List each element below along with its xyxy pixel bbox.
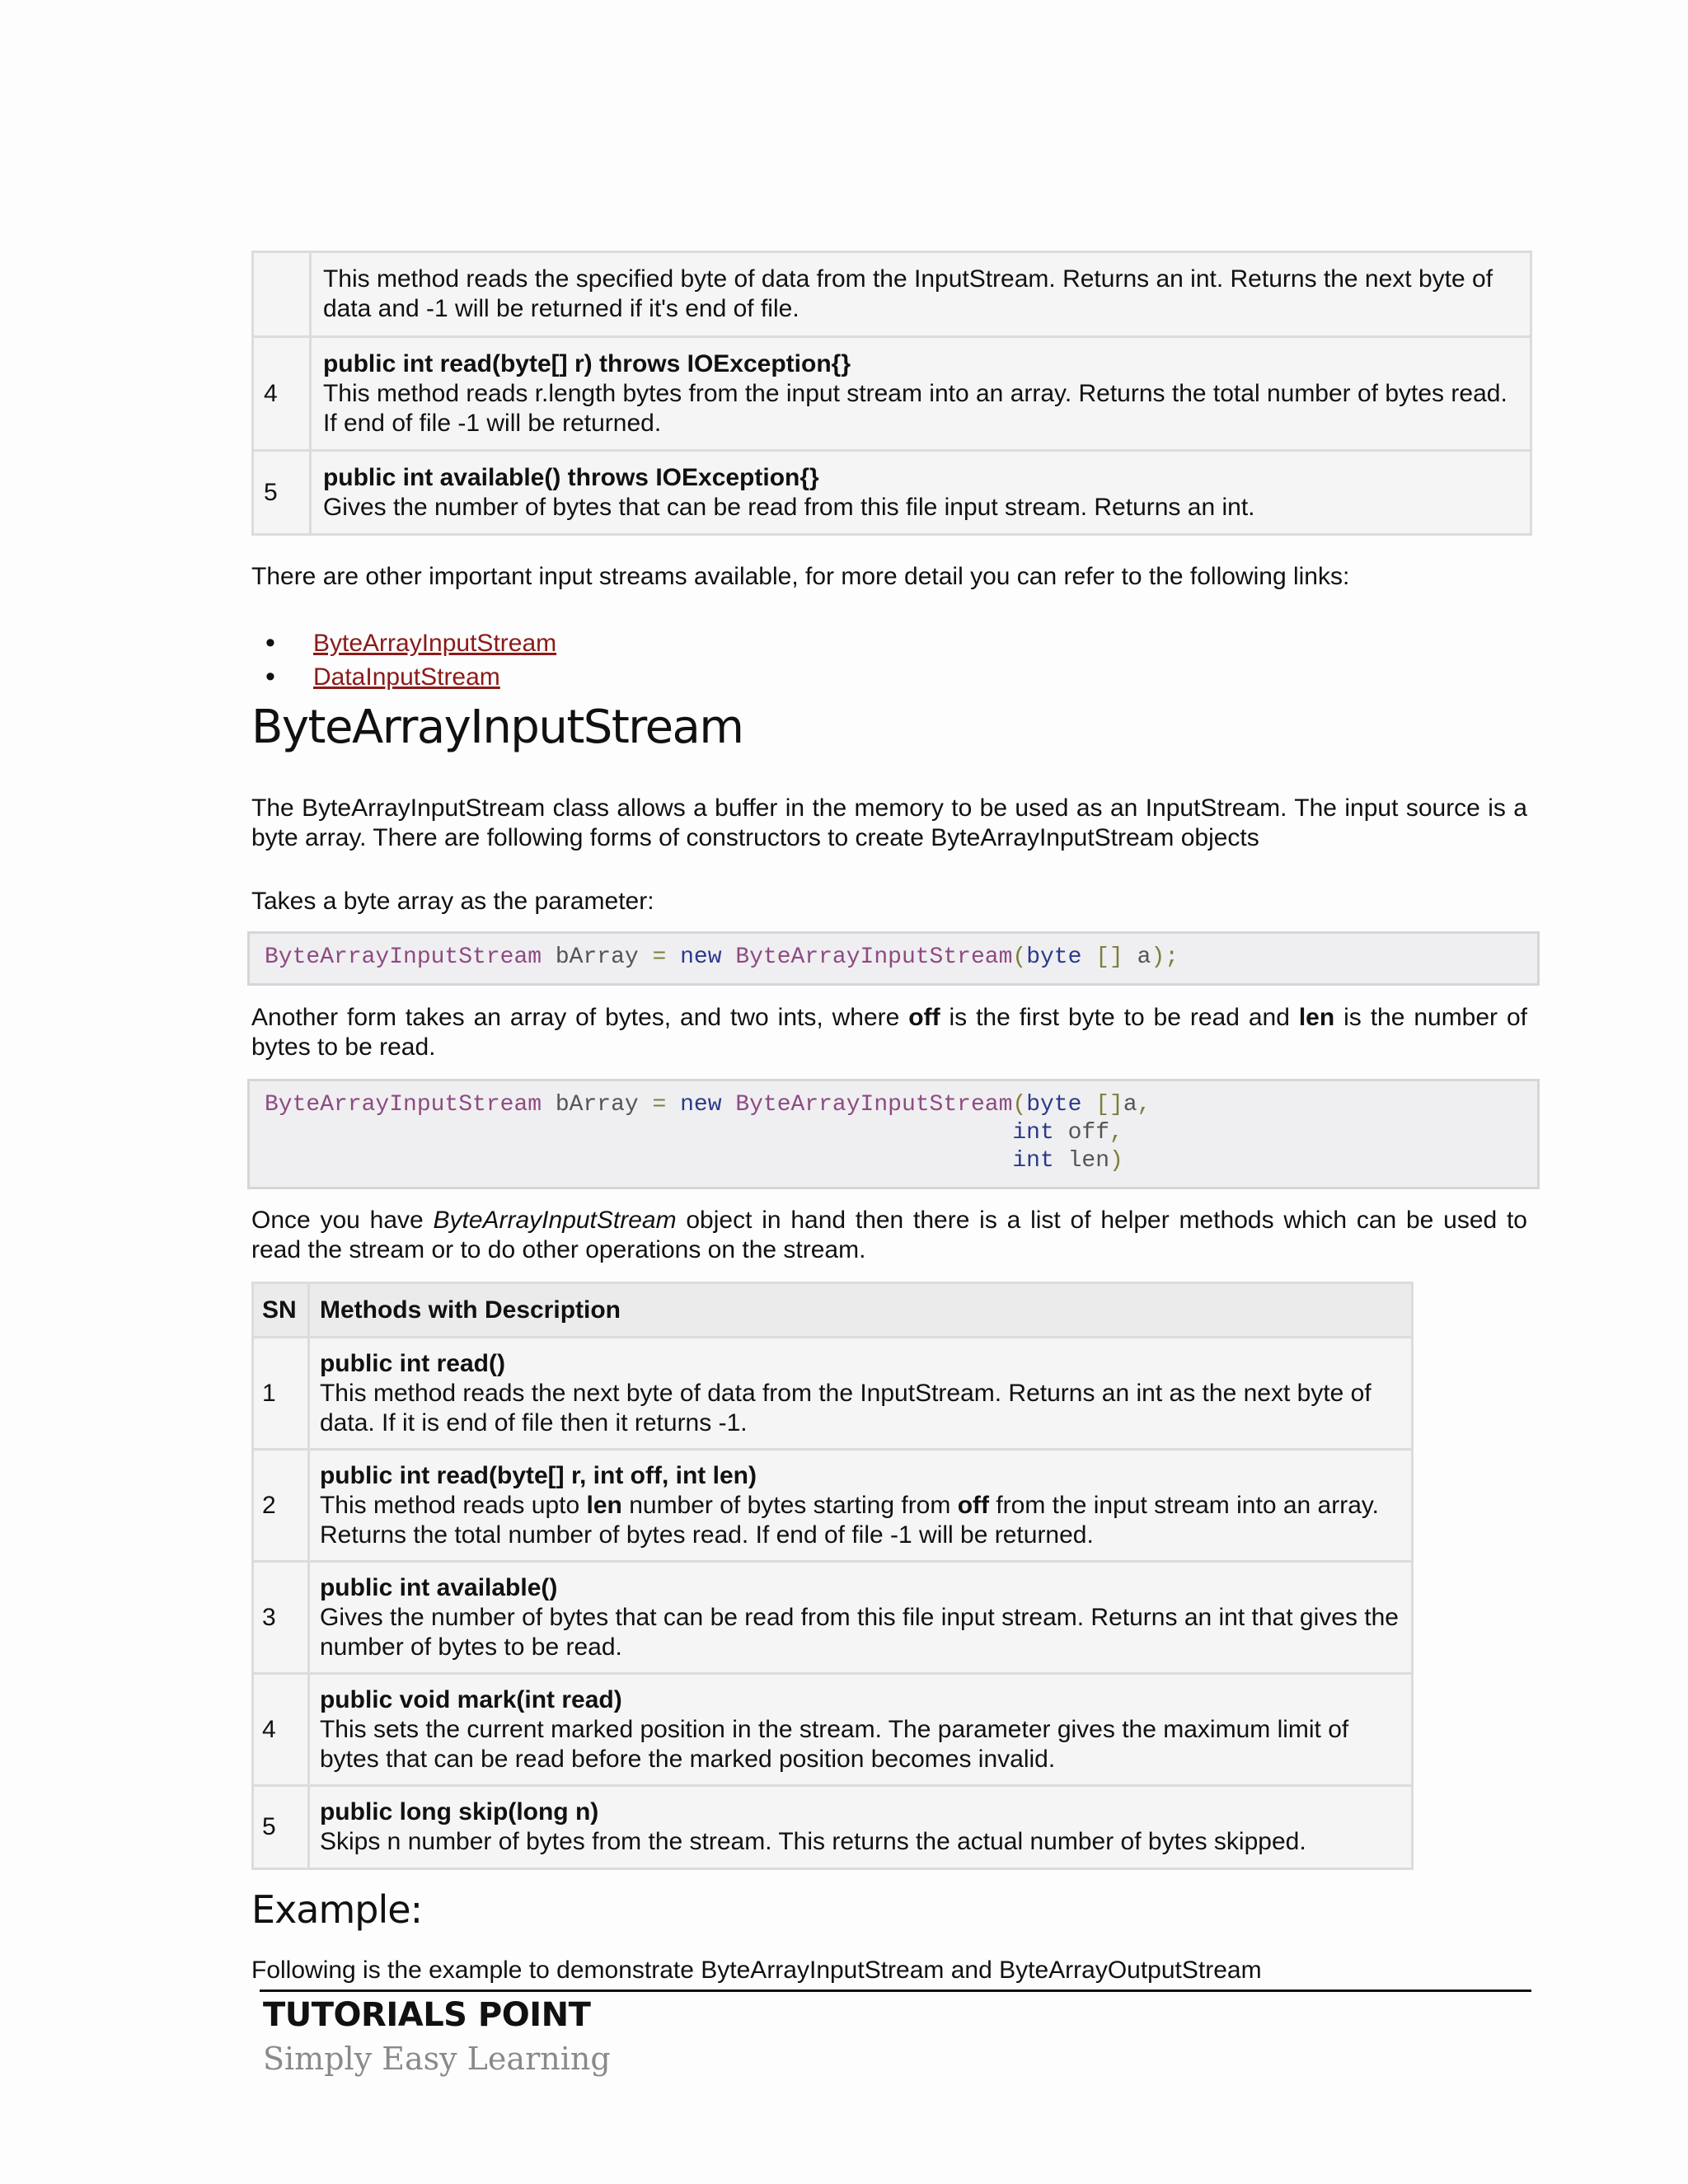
method-desc: This method reads the specified byte of data from the InputStream. Returns an int. Returns the next byte of data and -1 will be returned if it's end of file. bbox=[322, 265, 1493, 322]
method-desc: This sets the current marked position in the stream. The parameter gives the maximum limit of bytes that can be read before the marked position becomes invalid. bbox=[319, 1715, 1349, 1773]
code-block-constructor-2: ByteArrayInputStream bArray = new ByteArrayInputStream(byte []a, int off, int len) bbox=[247, 1079, 1540, 1189]
link-list bbox=[251, 626, 556, 694]
method-desc: Gives the number of bytes that can be read from this file input stream. Returns an int. bbox=[322, 493, 1255, 521]
table-row bbox=[253, 1674, 1413, 1786]
footer-divider bbox=[260, 1990, 1531, 1992]
table-row bbox=[253, 1786, 1413, 1869]
sn-cell: 2 bbox=[253, 1450, 309, 1562]
header-methods: Methods with Description bbox=[308, 1283, 1412, 1338]
table-row bbox=[253, 1562, 1413, 1674]
another-form-paragraph: Another form takes an array of bytes, and two ints, where off is the first byte to be read and len is the number of bytes to be read. bbox=[251, 1004, 1527, 1061]
method-cell bbox=[310, 337, 1531, 451]
footer-brand: TUTORIALS POINT bbox=[263, 1996, 591, 2034]
table-row bbox=[253, 252, 1531, 337]
list-item bbox=[251, 660, 556, 694]
method-signature: public long skip(long n) bbox=[319, 1798, 599, 1825]
list-item bbox=[251, 626, 556, 660]
link-datainputstream[interactable]: DataInputStream bbox=[313, 663, 500, 691]
method-cell bbox=[308, 1674, 1412, 1786]
table-header-row bbox=[253, 1283, 1413, 1338]
method-signature: public int read(byte[] r, int off, int len) bbox=[319, 1461, 757, 1489]
link-bytearrayinputstream[interactable]: ByteArrayInputStream bbox=[313, 630, 557, 657]
method-signature: public int available() throws IOException{} bbox=[322, 463, 819, 491]
footer-tagline: Simply Easy Learning bbox=[263, 2041, 611, 2077]
method-cell bbox=[308, 1786, 1412, 1869]
table-row bbox=[253, 337, 1531, 451]
example-heading: Example: bbox=[251, 1887, 423, 1932]
section-heading: ByteArrayInputStream bbox=[251, 701, 743, 754]
method-cell bbox=[308, 1338, 1412, 1450]
methods-table-continued bbox=[251, 251, 1532, 536]
method-cell bbox=[310, 451, 1531, 535]
sn-cell: 4 bbox=[253, 1674, 309, 1786]
example-paragraph: Following is the example to demonstrate ByteArrayInputStream and ByteArrayOutputStream bbox=[251, 1957, 1262, 1984]
method-cell bbox=[308, 1562, 1412, 1674]
method-desc: This method reads the next byte of data from the InputStream. Returns an int as the next byte of data. If it is end of file then it returns -1. bbox=[319, 1379, 1372, 1436]
table-row bbox=[253, 1450, 1413, 1562]
bullet-icon: • bbox=[265, 627, 275, 658]
table-row bbox=[253, 1338, 1413, 1450]
method-signature: public int available() bbox=[319, 1573, 558, 1601]
sn-cell: 3 bbox=[253, 1562, 309, 1674]
method-signature: public int read(byte[] r) throws IOException{} bbox=[322, 349, 851, 377]
sn-cell: 5 bbox=[253, 451, 311, 535]
method-desc: Gives the number of bytes that can be read from this file input stream. Returns an int that gives the number of bytes to be read. bbox=[319, 1603, 1399, 1661]
header-sn: SN bbox=[253, 1283, 309, 1338]
sn-cell bbox=[253, 252, 311, 337]
method-signature: public int read() bbox=[319, 1349, 505, 1377]
section-paragraph: The ByteArrayInputStream class allows a buffer in the memory to be used as an InputStream. The input source is a byte array. There are following forms of constructors to create ByteArrayInputStream objects bbox=[251, 794, 1527, 851]
method-desc: This method reads upto len number of bytes starting from off from the input stream into an array. Returns the total number of bytes read. If end of file -1 will be returned. bbox=[319, 1491, 1379, 1549]
method-desc: This method reads r.length bytes from the input stream into an array. Returns the total number of bytes read. If end of file -1 will be returned. bbox=[322, 379, 1507, 437]
takes-paragraph: Takes a byte array as the parameter: bbox=[251, 888, 654, 915]
bullet-icon: • bbox=[265, 661, 275, 692]
method-cell bbox=[310, 252, 1531, 337]
sn-cell: 5 bbox=[253, 1786, 309, 1869]
method-signature: public void mark(int read) bbox=[319, 1685, 622, 1713]
helper-methods-paragraph: Once you have ByteArrayInputStream object in hand then there is a list of helper methods which can be used to read the stream or to do other operations on the stream. bbox=[251, 1207, 1527, 1263]
bytearrayinputstream-methods-table bbox=[251, 1282, 1414, 1870]
method-cell bbox=[308, 1450, 1412, 1562]
code-block-constructor-1: ByteArrayInputStream bArray = new ByteArrayInputStream(byte [] a); bbox=[247, 931, 1540, 986]
sn-cell: 4 bbox=[253, 337, 311, 451]
method-desc: Skips n number of bytes from the stream. This returns the actual number of bytes skipped. bbox=[319, 1828, 1306, 1855]
sn-cell: 1 bbox=[253, 1338, 309, 1450]
links-intro-text: There are other important input streams available, for more detail you can refer to the following links: bbox=[251, 563, 1350, 590]
table-row bbox=[253, 451, 1531, 535]
